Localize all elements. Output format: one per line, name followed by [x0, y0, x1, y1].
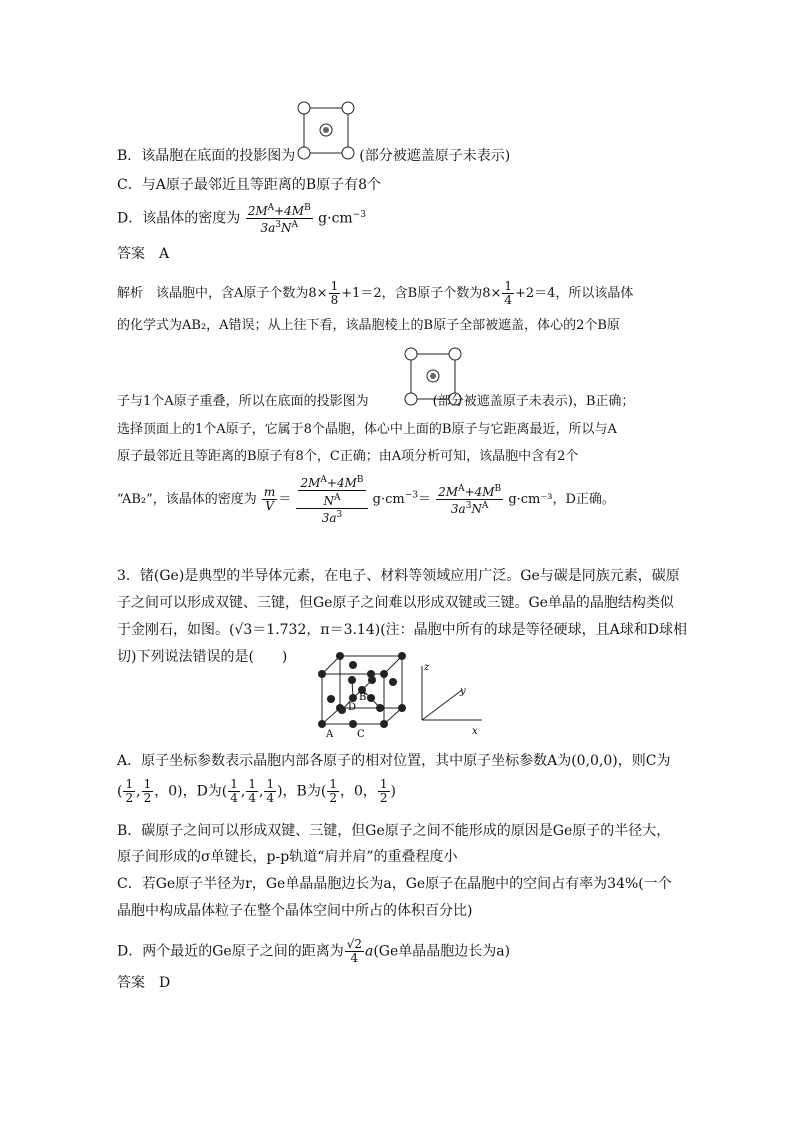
q3-option-d: D．两个最近的Ge原子之间的距离为 $\frac{√2}{4}$ a(Ge单晶晶胞边长为a) [117, 937, 511, 965]
axis-z: z [424, 662, 430, 673]
atom-inner [368, 676, 376, 684]
answer-2: 答案 D [117, 975, 171, 991]
crystal-cell-figure [312, 650, 492, 740]
analysis-line-3: 子与1个A原子重叠，所以在底面的投影图为 (部分被遮盖原子未表示)，B正确； [117, 394, 635, 409]
q3-option-c-line-1: C．若Ge原子半径为r，Ge单晶晶胞边长为a，Ge原子在晶胞中的空间占有率为34%(一个 [117, 876, 672, 892]
q3-line-1: 3．锗(Ge)是典型的半导体元素，在电子、材料等领域应用广泛。Ge与碳是同族元素，碳原 [117, 568, 680, 584]
corner-atom [405, 348, 417, 360]
axis-x: x [472, 726, 478, 737]
atom-inner [349, 694, 357, 702]
atom-corner [380, 720, 388, 728]
analysis-line-6: “AB₂”，该晶体的密度为 $\frac{m}{V}$ ＝ $\frac{\frac{2M^A+4M^B}{N^A}}{3a^3}$ $g\cdot cm^{-3}=$ $\frac{2M^A+4M^B}{3a^3N^A}$ g·cm⁻³，D正确。 [117, 475, 615, 525]
atom-corner [336, 652, 344, 660]
label-a: A [326, 729, 334, 740]
nested-fraction: $\frac{\frac{2M^A+4M^B}{N^A}}{3a^3}$ [296, 474, 367, 525]
q3-option-a-line-1: A．原子坐标参数表示晶胞内部各原子的相对位置，其中原子坐标参数A为(0,0,0)，则C为 [117, 753, 671, 769]
atom-corner [398, 652, 406, 660]
label-c: C [357, 729, 365, 740]
atom-corner [398, 704, 406, 712]
q3-line-2: 子之间可以形成双键、三键，但Ge原子之间难以形成双键或三键。Ge单晶的晶胞结构类似 [117, 595, 674, 611]
atom-face [327, 695, 335, 703]
analysis-line-5: 原子最邻近且等距离的B原子有8个，C正确；由A项分析可知，该晶胞中含有2个 [117, 449, 579, 464]
atom-corner [318, 670, 326, 678]
density-fraction: $\frac{2M^A+4M^B}{3a^3N^A}$ [247, 203, 311, 235]
atom-corner [318, 720, 326, 728]
q3-option-b-line-1: B．碳原子之间可以形成双键、三键，但Ge原子之间不能形成的原因是Ge原子的半径大， [117, 823, 671, 839]
answer-1: 答案 A [117, 246, 170, 262]
atom-face [349, 720, 357, 728]
analysis-line-2: 的化学式为AB₂，A错误；从上往下看，该晶胞棱上的B原子全部被遮盖，体心的2个B原 [117, 318, 620, 333]
option-d: D．该晶体的密度为 $\frac{2M^A+4M^B}{3a^3N^A}$ $g\cdot cm^{-3}$ [117, 203, 366, 235]
q3-option-c-line-2: 晶胞中构成晶体粒子在整个晶体空间中所占的体积百分比) [117, 903, 473, 919]
q3-line-3: 于金刚石，如图。(√3＝1.732，π＝3.14)(注：晶胞中所有的球是等径硬球，且A球和D球相 [117, 622, 687, 638]
q3-line-4: 切)下列说法错误的是( ) [117, 649, 288, 665]
q3-option-b-line-2: 原子间形成的σ单键长，p-p轨道“肩并肩”的重叠程度小 [117, 849, 458, 865]
axis-y: y [460, 686, 466, 697]
atom-inner [367, 694, 375, 702]
atom-face [389, 678, 397, 686]
option-b: B．该晶胞在底面的投影图为 (部分被遮盖原子未表示) [117, 148, 511, 164]
corner-atom [449, 348, 461, 360]
atom-inner [348, 676, 356, 684]
corner-atom [298, 102, 310, 114]
atom-inner [376, 704, 384, 712]
atom-face [349, 661, 357, 669]
label-d: D [348, 702, 357, 713]
option-c: C．与A原子最邻近且等距离的B原子有8个 [117, 177, 382, 193]
atom-inner [338, 706, 346, 714]
label-b: B [359, 692, 367, 703]
q3-option-a-line-2: ( $\frac{1}{2}$ , $\frac{1}{2}$ ，0)，D为( $\frac{1}{4}$ , $\frac{1}{4}$ , $\frac{1}{4}$ )，B为( $\frac{1}{2}$ ，0， $\frac{1}{2}$ ) [117, 777, 396, 805]
corner-atom [342, 102, 354, 114]
analysis-line-1: 解析 该晶胞中，含A原子个数为8× $\frac{1}{8}$ +1＝2，含B原子个数为8× $\frac{1}{4}$ +2＝4，所以该晶体 [117, 279, 634, 307]
atom-corner [380, 670, 388, 678]
analysis-line-4: 选择顶面上的1个A原子，它属于8个晶胞，体心中上面的B原子与它距离最近，所以与A [117, 422, 617, 437]
